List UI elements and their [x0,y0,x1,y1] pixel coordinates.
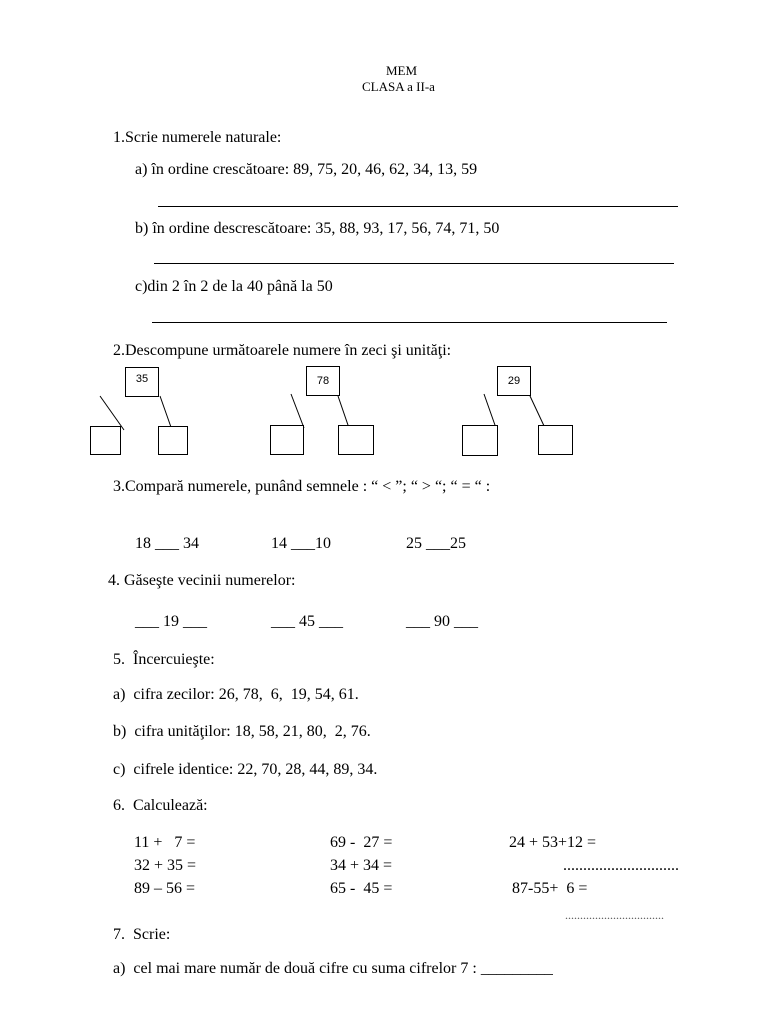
ex4-neighbors-3: ___ 90 ___ [406,613,478,630]
calc-1-3: 89 – 56 = [134,880,196,897]
calc-2-3: 65 - 45 = [330,880,393,897]
calc-1-1: 11 + 7 = [134,834,196,851]
ex5-title: 5. Încercuieşte: [113,651,215,668]
ex3-compare-3: 25 ___25 [406,535,466,552]
number-box-2-value: 78 [316,375,330,387]
ex7-title: 7. Scrie: [113,926,171,943]
calc-3-1: 24 + 53+12 = [509,834,597,851]
ex5-item-a: a) cifra zecilor: 26, 78, 6, 19, 54, 61. [113,686,359,703]
calc-3-2: 87-55+ 6 = [512,880,588,897]
number-box-3 [497,366,531,396]
subject-heading: MEM [386,63,418,78]
number-box-1-value: 35 [135,373,149,385]
ex4-neighbors-2: ___ 45 ___ [271,613,343,630]
ex1-item-a: a) în ordine crescătoare: 89, 75, 20, 46, 62, 34, 13, 59 [135,161,478,178]
ex4-neighbors-1: ___ 19 ___ [135,613,207,630]
calc-2-2: 34 + 34 = [330,857,393,874]
ex1-title: 1.Scrie numerele naturale: [113,129,282,146]
ex1-item-b: b) în ordine descrescătoare: 35, 88, 93, 17, 56, 74, 71, 50 [135,220,500,237]
calc-3-dots-1: ............................. [563,857,679,874]
ex6-title: 6. Calculează: [113,797,208,814]
class-heading: CLASA a II-a [362,79,435,94]
units-answer-box-2[interactable] [338,425,374,455]
tens-answer-box-1[interactable] [90,426,121,455]
ex7-item-a: a) cel mai mare număr de două cifre cu suma cifrelor 7 : _________ [113,960,553,977]
calc-1-2: 32 + 35 = [134,857,197,874]
number-box-3-value: 29 [507,375,521,387]
calc-3-dots-2: ................................. [565,908,664,922]
number-box-1 [125,367,159,397]
number-box-2 [306,366,340,396]
units-answer-box-1[interactable] [158,426,188,455]
ex4-title: 4. Găseşte vecinii numerelor: [108,572,296,589]
units-answer-box-3[interactable] [538,425,573,455]
ex5-item-b: b) cifra unităţilor: 18, 58, 21, 80, 2, 76. [113,723,371,740]
tens-answer-box-3[interactable] [462,425,498,456]
ex5-item-c: c) cifrele identice: 22, 70, 28, 44, 89, 34. [113,761,378,778]
calc-2-1: 69 - 27 = [330,834,393,851]
ex3-compare-1: 18 ___ 34 [135,535,199,552]
ex3-title: 3.Compară numerele, punând semnele : “ < ”; “ > “; “ = “ : [113,478,491,495]
ex3-compare-2: 14 ___10 [271,535,331,552]
ex2-title: 2.Descompune următoarele numere în zeci şi unităţi: [113,342,452,359]
tens-answer-box-2[interactable] [270,425,304,455]
ex1-item-c: c)din 2 în 2 de la 40 până la 50 [135,278,333,295]
